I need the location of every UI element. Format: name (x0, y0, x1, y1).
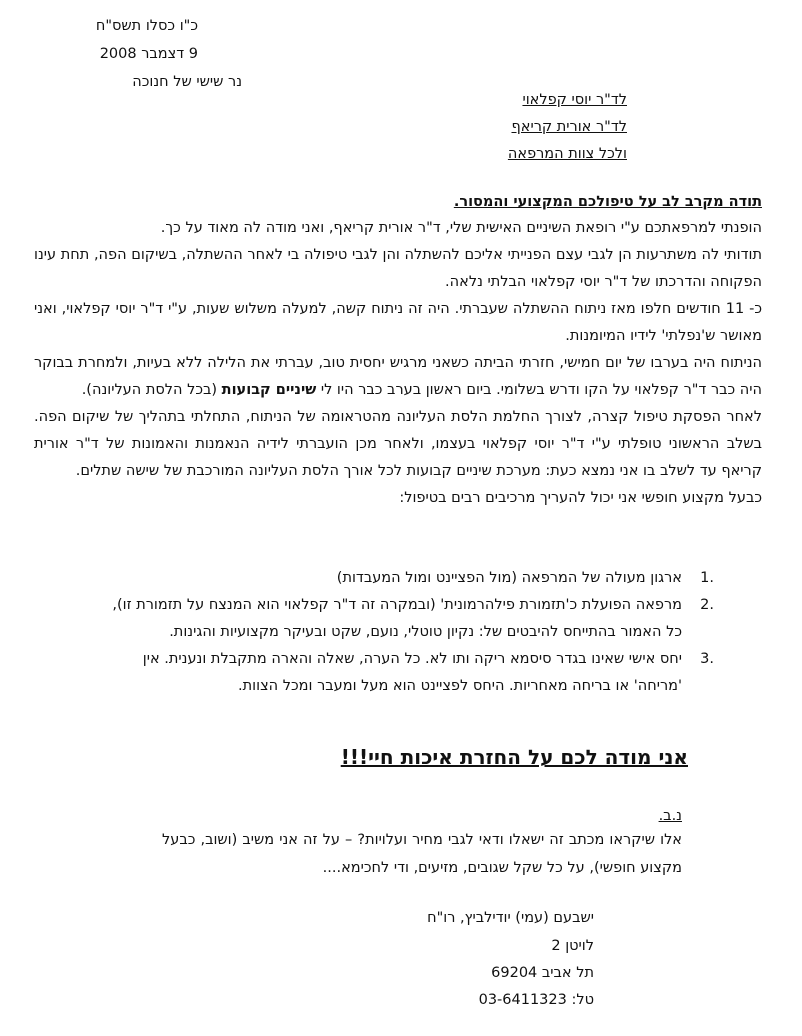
recipient-2: לד"ר אורית קריאף (511, 119, 627, 135)
list-text: ארגון מעולה של המרפאה (מול הפציינט ומול המעבדות) (336, 570, 682, 586)
letter-subject: תודה מקרב לב על טיפולכם המקצועי והמסור. (453, 194, 762, 210)
phone-number: 03-6411323 (478, 992, 567, 1008)
list-item (102, 592, 714, 646)
signature-city: תל אביב 69204 (491, 965, 594, 981)
hebrew-date: כ"ו כסלו תשס"ח (95, 18, 198, 34)
phone-label: טל: (571, 992, 594, 1008)
recipient-1: לד"ר יוסי קפלאוי (522, 92, 627, 108)
ps-label: נ.ב. (658, 808, 682, 824)
paragraph-intro-list: כבעל מקצוע חופשי אני יכול להעריך מרכיבים רבים בטיפול: (399, 490, 762, 506)
signature-name: ישבעם (עמי) יודילביץ, רו"ח (427, 910, 594, 926)
bold-tail: (בכל הלסת העליונה). (81, 382, 218, 398)
recipient-3: ולכל צוות המרפאה (507, 146, 627, 162)
occasion-line: נר שישי של חנוכה (132, 74, 242, 90)
thanks-headline: אני מודה לכם על החזרת איכות חיי!!! (340, 745, 688, 769)
bold-phrase: שיניים קבועות (221, 382, 317, 398)
ps-text: אלו שיקראו מכתב זה ישאלו ודאי לגבי מחיר ועלויות? – על זה אני משיב (ושוב, כבעל מקצוע חופשי), על כל שקל שגובים, מזיעים, ודי לחכימא.... (162, 832, 682, 876)
paragraph-rehab: לאחר הפסקת טיפול קצרה, לצורך החלמת הלסת העליונה מהטראומה של הניתוח, התחלתי בתהליך של שיקום הפה. בשלב הראשוני טופלתי ע"י ד"ר יוסי קפלאוי בעצמו, ולאחר מכן הועברתי לידיה הנאמנות והאמונות של ד"ר אורית קריאף עד לשלב בו אני נמצא כעת: מערכת שיניים קבועות לכל אורך הלסת העליונה המורכבת של שישה שתלים. (34, 409, 762, 479)
paragraph-surgery: כ- 11 חודשים חלפו מאז ניתוח ההשתלה שעברתי. היה זה ניתוח קשה, למעלה משלוש שעות, ע"י ד"ר יוסי קפלאוי, ואני מאושר ש'נפלתי' לידיו המיומנות. (34, 301, 762, 344)
paragraph-recovery-text: הניתוח היה בערבו של יום חמישי, חזרתי הביתה כשאני מרגיש יחסית טוב, עברתי את הלילה ללא בעיות, ולמחרת בבוקר היה כבר ד"ר קפלאוי על הקו ודרש בשלומי. ביום ראשון בערב כבר היו לי (34, 355, 762, 398)
gregorian-date: 9 דצמבר 2008 (99, 46, 198, 62)
list-item (102, 565, 714, 592)
list-item (102, 646, 714, 700)
list-number: 2. (700, 597, 714, 613)
list-number: 1. (700, 570, 714, 586)
paragraph-recovery (34, 350, 762, 404)
paragraph-referral: הופנתי למרפאתכם ע"י רופאת השיניים האישית שלי, ד"ר אורית קריאף, ואני מודה לה מאוד על כך. (160, 220, 762, 236)
signature-phone-row (479, 990, 594, 1010)
paragraph-gratitude: תודותי לה משתרעות הן לגבי עצם הפנייתי אליכם להשתלה והן לגבי טיפולה בי לאחר ההשתלה, בשיקום הפה, תחת עינו הפקוחה והדרכתו של ד"ר יוסי קפלאוי הבלתי נלאה. (34, 247, 762, 290)
list-text: מרפאה הפועלת כ'תזמורת פילהרמונית' (ובמקרה זה ד"ר קפלאוי הוא המנצח על תזמורת זו), כל האמור בהתייחס להיבטים של: נקיון טוטלי, נועם, שקט ובעיקר מקצועיות והגינות. (112, 597, 682, 640)
list-number: 3. (700, 651, 714, 667)
letter-body (34, 215, 762, 512)
praise-list (102, 565, 714, 700)
list-text: יחס אישי שאינו בגדר סיסמא ריקה ותו לא. כל הערה, שאלה והארה מתקבלת ונענית. אין 'מריחה' או בריחה מאחריות. היחס לפציינט הוא מעל ומעבר ומכל הצוות. (142, 651, 682, 694)
signature-street: לויטן 2 (551, 938, 594, 954)
